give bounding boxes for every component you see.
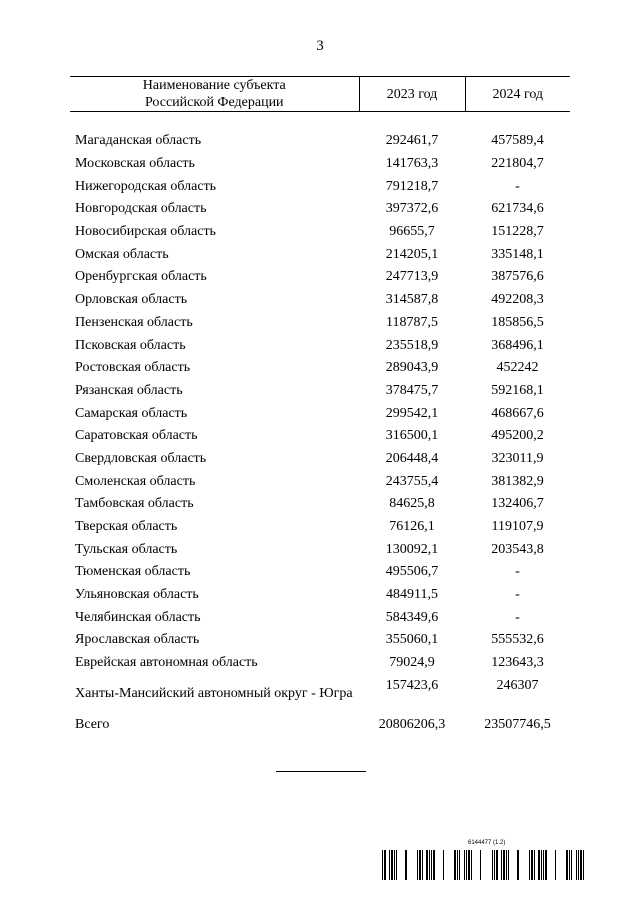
table-row [70, 629, 570, 652]
barcode-bar [496, 850, 498, 880]
value-2023-cell: 292461,7 [385, 133, 439, 149]
value-2023-cell: 378475,7 [385, 382, 439, 398]
footer-rule [276, 771, 366, 772]
value-2024-cell: 457589,4 [491, 133, 544, 149]
table-row [70, 198, 570, 221]
barcode-bar [480, 850, 481, 880]
value-2023-cell: 289043,9 [385, 360, 439, 376]
table-row [70, 675, 570, 714]
subject-name-cell: Саратовская область [75, 428, 198, 444]
subject-name-cell: Новосибирская область [75, 224, 216, 240]
barcode-bar [384, 850, 386, 880]
value-2024-cell: 151228,7 [491, 224, 544, 240]
barcode-bar [459, 850, 460, 880]
table-row [70, 380, 570, 403]
value-2024-cell: 221804,7 [491, 156, 544, 172]
table-row [70, 470, 570, 493]
header-subject-line1: Наименование субъекта [142, 78, 286, 93]
value-2023-cell: 157423,6 [385, 677, 439, 693]
barcode-bar [466, 850, 467, 880]
value-2023-cell: 316500,1 [385, 428, 439, 444]
value-2024-cell: 381382,9 [491, 473, 544, 489]
table-row [70, 448, 570, 471]
subject-name-cell: Всего [75, 716, 110, 732]
subject-name-cell: Тюменская область [75, 564, 191, 580]
table-row [70, 402, 570, 425]
value-2023-cell: 314587,8 [385, 292, 439, 308]
table-row [70, 714, 570, 737]
subject-name-cell: Новгородская область [75, 201, 207, 217]
subject-name-cell: Тверская область [75, 519, 178, 535]
subject-name-cell: Орловская область [75, 292, 188, 308]
table-row [70, 334, 570, 357]
barcode-bar [422, 850, 423, 880]
subject-name-cell: Ярославская область [75, 632, 200, 648]
table-row [70, 584, 570, 607]
barcode-bar [534, 850, 535, 880]
barcode-bar [389, 850, 390, 880]
value-2023-cell: 584349,6 [385, 609, 439, 625]
table-row [70, 493, 570, 516]
barcode-bar [457, 850, 458, 880]
barcode-bar [443, 850, 444, 880]
table-row [70, 312, 570, 335]
value-2024-cell: 132406,7 [491, 496, 544, 512]
value-2024-cell: 492208,3 [491, 292, 544, 308]
document-barcode [382, 840, 587, 884]
table-row [70, 289, 570, 312]
subjects-table [70, 76, 570, 736]
subject-name-cell: Московская область [75, 156, 195, 172]
value-2023-cell: 84625,8 [389, 496, 435, 512]
value-2024-cell: 387576,6 [491, 269, 544, 285]
page-number: 3 [316, 38, 324, 54]
value-2024-cell: 368496,1 [491, 337, 544, 353]
value-2023-cell: 791218,7 [385, 178, 439, 194]
barcode-bar [580, 850, 582, 880]
barcode-bar [396, 850, 397, 880]
subject-name-cell: Нижегородская область [75, 178, 217, 194]
barcode-caption: 6144477 (1.2) [468, 840, 506, 846]
barcode-bar [431, 850, 432, 880]
table-row [70, 130, 570, 153]
header-2024: 2024 год [465, 77, 570, 112]
barcode-bar [583, 850, 584, 880]
value-2024-cell: 323011,9 [491, 450, 544, 466]
barcode-bar [454, 850, 456, 880]
subject-name-cell: Магаданская область [75, 133, 202, 149]
table-row [70, 153, 570, 176]
subject-name-cell: Псковская область [75, 337, 186, 353]
subject-name-cell: Пензенская область [75, 314, 193, 330]
value-2024-cell: 246307 [496, 677, 539, 693]
value-2023-cell: 495506,7 [385, 564, 439, 580]
value-2023-cell: 79024,9 [389, 655, 435, 671]
table-row [70, 175, 570, 198]
subject-name-cell: Самарская область [75, 405, 188, 421]
value-2023-cell: 141763,3 [385, 156, 439, 172]
barcode-bar [426, 850, 428, 880]
table-row [70, 516, 570, 539]
barcode-bar [464, 850, 465, 880]
value-2024-cell: 621734,6 [491, 201, 544, 217]
barcode-bar [419, 850, 421, 880]
subject-name-cell: Оренбургская область [75, 269, 207, 285]
subject-name-cell: Еврейская автономная область [75, 655, 258, 671]
value-2024-cell: 185856,5 [491, 314, 544, 330]
barcode-bar [433, 850, 435, 880]
barcode-bar [405, 850, 407, 880]
value-2023-cell: 484911,5 [386, 587, 438, 603]
barcode-bar [503, 850, 505, 880]
barcode-bar [471, 850, 472, 880]
value-2024-cell: 203543,8 [491, 541, 544, 557]
subject-name-cell: Ростовская область [75, 360, 191, 376]
table-row [70, 538, 570, 561]
value-2023-cell: 235518,9 [385, 337, 439, 353]
value-2024-cell: - [515, 564, 520, 580]
subject-name-cell: Омская область [75, 246, 169, 262]
subject-name-cell: Ханты-Мансийский автономный округ - Югра [75, 686, 353, 701]
subject-name-cell: Ульяновская область [75, 587, 199, 603]
value-2023-cell: 20806206,3 [378, 716, 446, 732]
subject-name-cell: Смоленская область [75, 473, 196, 489]
value-2024-cell: 119107,9 [491, 519, 544, 535]
value-2024-cell: - [515, 609, 520, 625]
barcode-image [382, 850, 587, 880]
table-row [70, 606, 570, 629]
value-2023-cell: 299542,1 [385, 405, 439, 421]
barcode-bar [506, 850, 507, 880]
value-2024-cell: 495200,2 [491, 428, 544, 444]
table-row [70, 221, 570, 244]
barcode-bar [468, 850, 470, 880]
barcode-bar [508, 850, 509, 880]
barcode-bar [517, 850, 519, 880]
table-row [70, 243, 570, 266]
barcode-bar [382, 850, 383, 880]
value-2024-cell: 23507746,5 [484, 716, 551, 732]
subject-name-cell: Челябинская область [75, 609, 201, 625]
value-2024-cell: 592168,1 [491, 382, 544, 398]
subject-name-cell: Тамбовская область [75, 496, 194, 512]
value-2024-cell: 468667,6 [491, 405, 544, 421]
table-header-row [70, 77, 570, 112]
value-2023-cell: 118787,5 [386, 314, 438, 330]
barcode-bar [541, 850, 542, 880]
barcode-bar [492, 850, 493, 880]
value-2023-cell: 76126,1 [389, 519, 435, 535]
barcode-bar [543, 850, 544, 880]
barcode-bar [494, 850, 495, 880]
header-2023: 2023 год [359, 77, 465, 112]
value-2024-cell: - [515, 178, 520, 194]
value-2023-cell: 397372,6 [385, 201, 439, 217]
value-2023-cell: 206448,4 [385, 450, 439, 466]
value-2024-cell: 555532,6 [491, 632, 544, 648]
barcode-bar [569, 850, 570, 880]
value-2023-cell: 96655,7 [389, 224, 435, 240]
header-subject-line2: Российской Федерации [144, 95, 284, 110]
table-row [70, 357, 570, 380]
value-2024-cell: 452242 [496, 360, 539, 376]
subject-name-cell: Свердловская область [75, 450, 207, 466]
barcode-bar [571, 850, 572, 880]
table-row [70, 425, 570, 448]
barcode-bar [566, 850, 568, 880]
barcode-bar [578, 850, 579, 880]
value-2023-cell: 247713,9 [385, 269, 439, 285]
barcode-bar [394, 850, 395, 880]
value-2023-cell: 355060,1 [385, 632, 439, 648]
barcode-bar [531, 850, 533, 880]
header-subject-name [70, 77, 359, 112]
value-2024-cell: 123643,3 [491, 655, 544, 671]
barcode-bar [501, 850, 502, 880]
barcode-bar [417, 850, 418, 880]
barcode-bar [555, 850, 556, 880]
value-2024-cell: - [515, 587, 520, 603]
barcode-bar [576, 850, 577, 880]
barcode-bar [391, 850, 393, 880]
value-2023-cell: 130092,1 [385, 541, 439, 557]
barcode-bar [538, 850, 540, 880]
table-row [70, 652, 570, 675]
table-row [70, 561, 570, 584]
subject-name-cell: Рязанская область [75, 382, 183, 398]
subject-name-cell: Тульская область [75, 541, 178, 557]
value-2023-cell: 243755,4 [385, 473, 439, 489]
barcode-bar [545, 850, 547, 880]
value-2023-cell: 214205,1 [385, 246, 439, 262]
table-row [70, 266, 570, 289]
barcode-bar [529, 850, 530, 880]
value-2024-cell: 335148,1 [491, 246, 544, 262]
barcode-bar [429, 850, 430, 880]
